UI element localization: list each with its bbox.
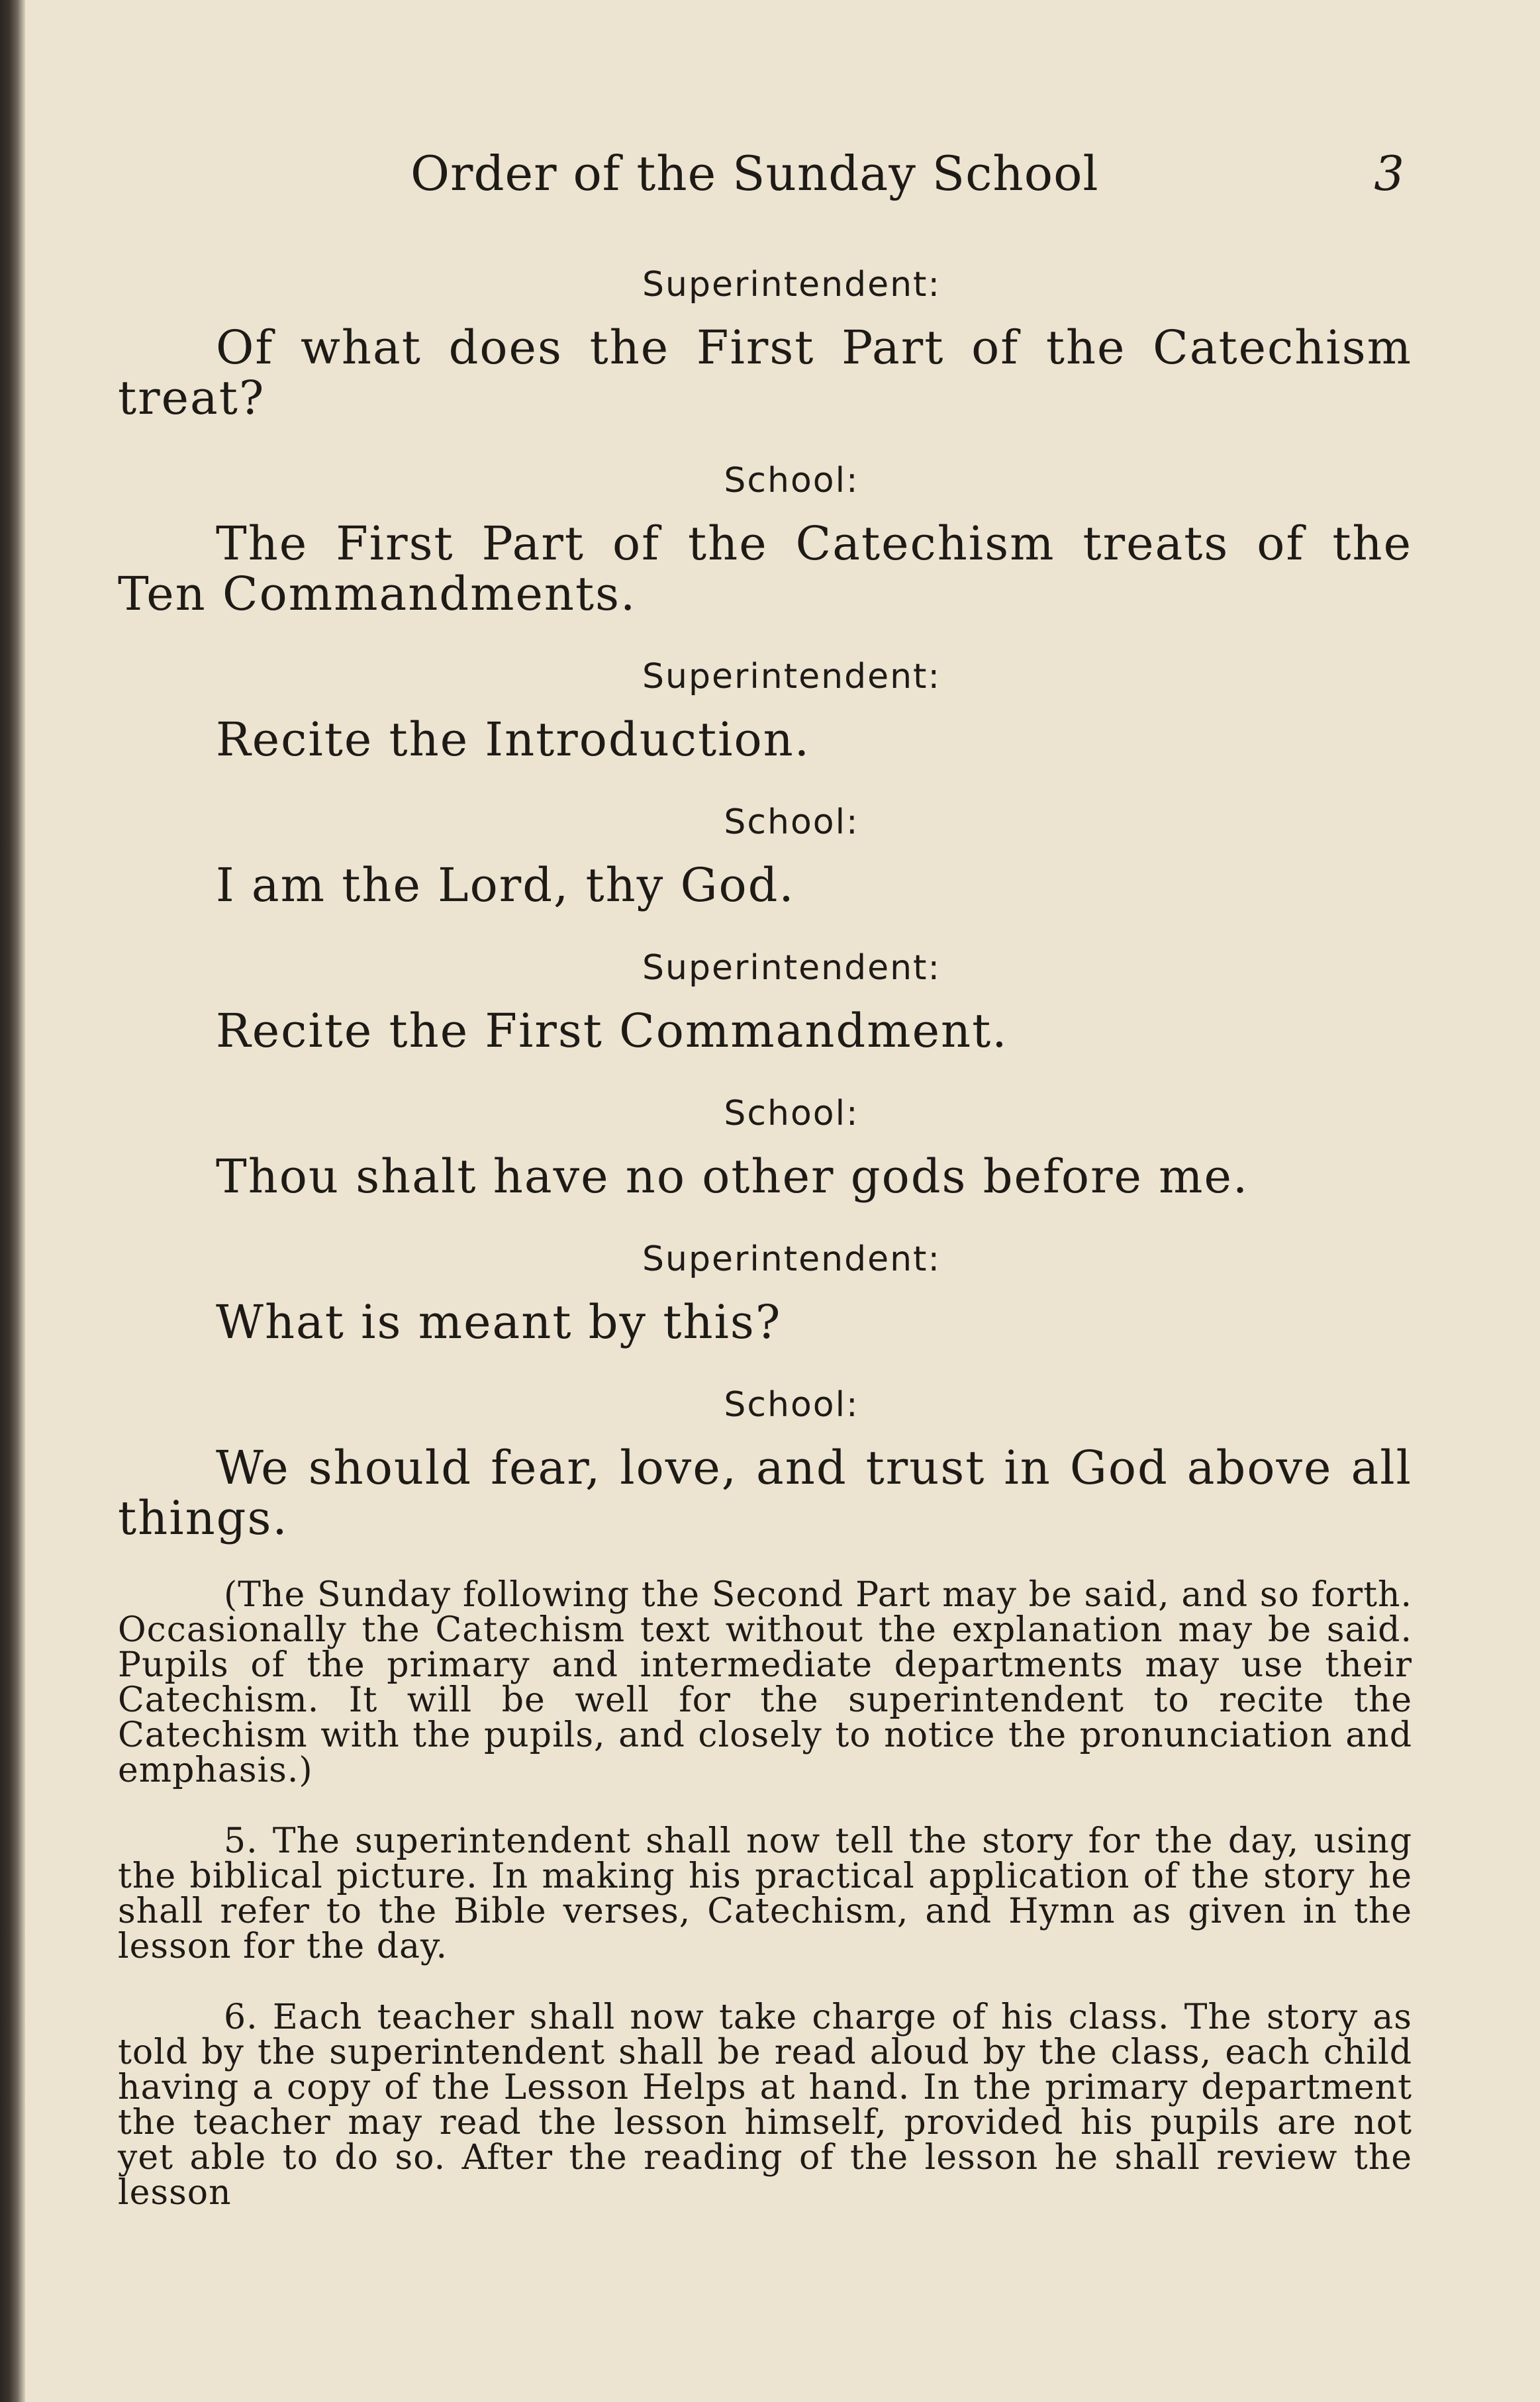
dialogue-line: Of what does the First Part of the Catechism treat? (118, 320, 1412, 425)
dialogue-line: I am the Lord, thy God. (216, 858, 795, 912)
instruction-paragraph-6: 6. Each teacher shall now take charge of his class. The story as told by the superintendent shall be read aloud by the class, each child having a copy of the Lesson Helps at hand. In the primary department the teacher may read the lesson himself, provided his pupils are not yet able to do so. After the reading of the lesson he shall review the lesson (118, 1997, 1412, 2213)
dialogue-line: Recite the Introduction. (216, 712, 810, 767)
speaker-label: Superintendent: (642, 265, 941, 305)
dialogue-block (118, 1090, 1412, 1202)
dialogue-block (118, 653, 1412, 765)
dialogue-block (118, 1382, 1412, 1543)
speaker-label: School: (724, 1385, 859, 1425)
dialogue-block (118, 799, 1412, 910)
dialogue-line: The First Part of the Catechism treats of the Ten Commandments. (118, 516, 1412, 621)
dialogue-block (118, 457, 1412, 619)
page-header (0, 146, 1540, 212)
dialogue-line: Recite the First Commandment. (216, 1004, 1008, 1058)
instruction-paragraph-5: 5. The superintendent shall now tell the story for the day, using the biblical picture. In making his practical application of the story he shall refer to the Bible verses, Catechism, and Hymn as given in the lesson for the day. (118, 1821, 1412, 1966)
speaker-label: Superintendent: (642, 948, 941, 988)
dialogue-line: We should fear, love, and trust in God above all things. (118, 1441, 1412, 1545)
speaker-label: Superintendent: (642, 657, 941, 697)
speaker-label: School: (724, 1094, 859, 1133)
speaker-label: Superintendent: (642, 1239, 941, 1279)
dialogue-block (118, 945, 1412, 1056)
dialogue-line: What is meant by this? (216, 1295, 782, 1349)
page-number: 3 (1374, 146, 1404, 201)
dialogue-block (118, 1236, 1412, 1347)
note-paragraph: (The Sunday following the Second Part may be said, and so forth. Occasionally the Catechism text without the explanation may be said. Pupils of the primary and intermediate departments may use their Catechism. It will be well for the superintendent to recite the Catechism with the pupils, and closely to notice the pronunciation and emphasis.) (118, 1575, 1412, 1790)
page-body (118, 262, 1412, 2246)
running-title: Order of the Sunday School (410, 146, 1099, 201)
speaker-label: School: (724, 461, 859, 501)
dialogue-line: Thou shalt have no other gods before me. (216, 1149, 1249, 1204)
dialogue-block (118, 262, 1412, 423)
book-spine-edge (0, 0, 25, 2402)
speaker-label: School: (724, 802, 859, 842)
